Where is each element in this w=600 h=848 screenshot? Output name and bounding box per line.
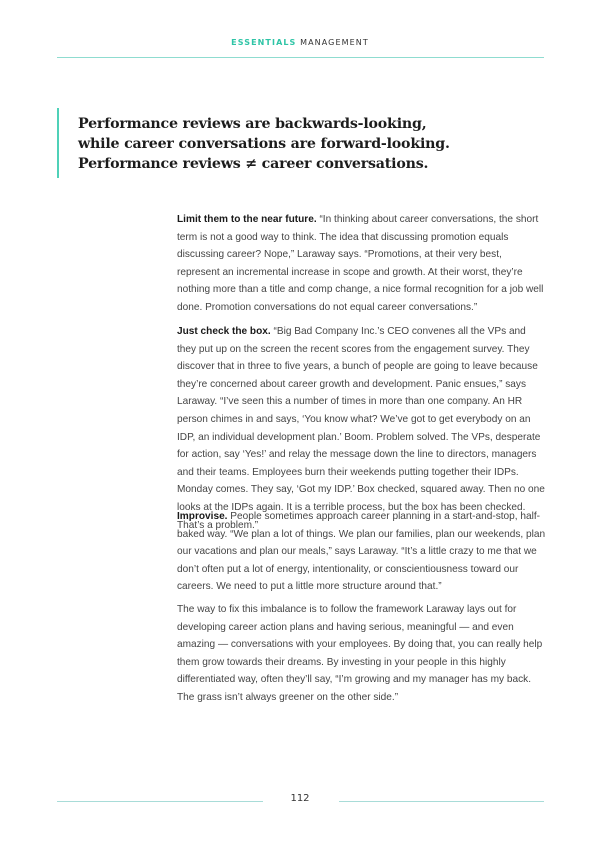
pull-quote-line-1: Performance reviews are backwards-looking,: [78, 116, 427, 132]
body-paragraph: [177, 601, 547, 707]
footer-divider-right: [339, 801, 544, 802]
paragraph-text: “Big Bad Company Inc.’s CEO convenes all the VPs and they put up on the screen the recent scores from the engagement survey. They discover that in three to five years, a bunch of people are going to leave because they’re concerned about career growth and development. Panic ensues,” says Laraway. “I’ve seen this a number of times in more than one company. An HR person chimes in and says, ‘You know what? We’ve got to get everybody on an IDP, an individual development plan.’ Boom. Problem solved. The VPs, desperate for action, say ‘Yes!’ and relay the message down the line to directors, managers and their teams. Employees burn their weekends putting together their IDPs. Monday comes. They say, ‘Got my IDP.’ Box checked, squared away. Then no one looks at the IDPs again. It is a terrible process, but the box has been checked. That’s a problem.”: [177, 326, 545, 531]
paragraph-text: The way to fix this imbalance is to follow the framework Laraway lays out for developing career action plans and having serious, meaningful — and even amazing — conversations with your employees. By doing that, you can really help them grow towards their dreams. By investing in your people in this highly differentiated way, often they’ll say, “I’m growing and my manager has my back. The grass isn’t always greener on the other side.”: [177, 604, 543, 703]
page-number: 112: [290, 793, 310, 804]
pull-quote: [57, 108, 459, 178]
header-brand: ESSENTIALS: [231, 38, 297, 47]
body-paragraph: [177, 211, 547, 317]
header-section: MANAGEMENT: [300, 38, 369, 47]
body-paragraph: [177, 323, 547, 534]
paragraph-text: People sometimes approach career planning in a start-and-stop, half-baked way. “We plan a lot of things. We plan our families, plan our weekends, plan our vacations and plan our meals,” says Laraway. “It’s a little crazy to me that we don’t often put a lot of energy, intentionality, or conscientiousness toward our careers. We need to put a little more structure around that.”: [177, 511, 546, 593]
paragraph-lead: Just check the box.: [177, 326, 271, 337]
pull-quote-line-2: while career conversations are forward-looking.: [78, 136, 450, 152]
pull-quote-line-3: Performance reviews ≠ career conversations.: [78, 156, 429, 172]
paragraph-lead: Limit them to the near future.: [177, 214, 317, 225]
paragraph-lead: Improvise.: [177, 511, 228, 522]
paragraph-text: “In thinking about career conversations, the short term is not a good way to think. The idea that discussing promotion equals discussing career? Nope,” Laraway says. “Promotions, at their very best, represent an incremental increase in scope and growth. At their worst, they’re nothing more than a title and comp change, a nice formal recognition for a job well done. Promotion conversations do not equal career conversations.”: [177, 214, 544, 313]
header-divider: [57, 57, 544, 58]
body-paragraph: [177, 508, 547, 596]
running-header: [0, 38, 600, 47]
